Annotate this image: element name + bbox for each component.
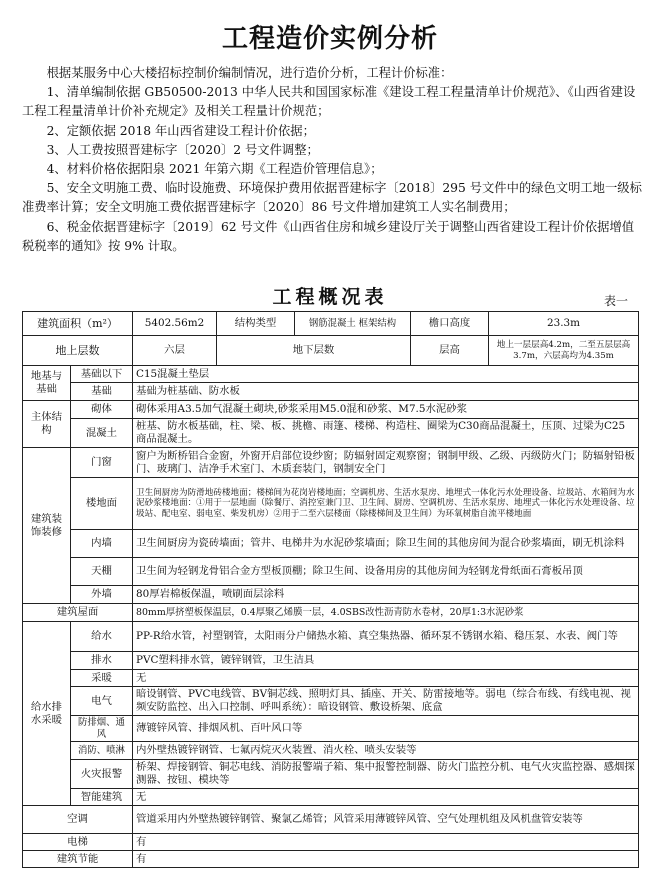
intro-line: 5、安全文明施工费、临时设施费、环境保护费用依据晋建标字〔2018〕295 号文件中的绿色文明工地一级标准费率计算；安全文明施工费依据晋建标字〔2020〕86 号文件增加建筑工人实名制费用； (22, 181, 642, 215)
table-row (23, 760, 639, 789)
row-value: 80厚岩棉板保温，喷刷面层涂料 (133, 586, 639, 604)
row-label: 建筑屋面 (23, 604, 133, 622)
floors-above-label: 地上层数 (23, 336, 133, 366)
row-label: 采暖 (71, 670, 133, 687)
table-row (23, 586, 639, 604)
row-label: 内墙 (71, 530, 133, 558)
row-value: 80mm厚挤塑板保温层，0.4厚聚乙烯膜一层，4.0SBS改性沥青防水卷材，20厚1:3水泥砂浆 (133, 604, 639, 622)
table-row (23, 558, 639, 586)
row-value: 砌体采用A3.5加气混凝土砌块,砂浆采用M5.0混和砂浆、M7.5水泥砂浆 (133, 401, 639, 419)
table-row (23, 448, 639, 478)
row-value: 有 (133, 834, 639, 851)
table-row (23, 604, 639, 622)
row-value: 桩基、防水板基础，柱、梁、板、挑檐、雨篷、楼梯、构造柱、圈梁为C30商品混凝土，压顶、过梁为C25商品混凝土。 (133, 419, 639, 448)
row-label: 消防、喷淋 (71, 742, 133, 760)
table-title: 工程概况表 (272, 286, 388, 308)
row-value: 窗户为断桥铝合金窗，外窗开启部位设纱窗；防辐射固定观察窗；钢制甲级、乙级、丙级防火门；防辐射铅板门、玻璃门、洁净手术室门、木质套装门，钢制安全门 (133, 448, 639, 478)
table-row (23, 530, 639, 558)
page-title: 工程造价实例分析 (221, 24, 438, 54)
row-value: 基础为桩基础、防水板 (133, 383, 639, 401)
row-value: PP-R给水管，衬塑钢管，太阳雨分户储热水箱、真空集热器、循环泵不锈钢水箱、稳压泵、水表、阀门等 (133, 622, 639, 652)
plumbing-group: 给水排水采暖 (23, 622, 71, 806)
row-value: 卫生间为轻钢龙骨铝合金方型板顶棚；除卫生间、设备用房的其他房间为轻钢龙骨纸面石膏板吊顶 (133, 558, 639, 586)
table-row (23, 622, 639, 652)
row-label: 门窗 (71, 448, 133, 478)
intro-line: 2、定额依据 2018 年山西省建设工程计价依据； (46, 123, 315, 138)
row-value: 管道采用内外壁热镀锌钢管、聚氯乙烯管；风管采用薄镀锌风管、空气处理机组及风机盘管安装等 (133, 806, 639, 834)
story-height-value: 地上一层层高4.2m，二至五层层高3.7m，六层高均为4.35m (489, 336, 639, 366)
row-label: 火灾报警 (71, 760, 133, 789)
row-value: PVC塑料排水管，镀锌钢管，卫生洁具 (133, 652, 639, 670)
table-row (23, 419, 639, 448)
story-height-label: 层高 (411, 336, 489, 366)
row-value: 无 (133, 670, 639, 687)
row-value: 卫生间厨房为瓷砖墙面；管井、电梯井为水泥砂浆墙面；除卫生间的其他房间为混合砂浆墙面，刷无机涂料 (133, 530, 639, 558)
main-structure-group: 主体结构 (23, 401, 71, 448)
table-row (23, 383, 639, 401)
overview-table (22, 311, 639, 868)
table-row (23, 366, 639, 383)
row-value: 暗设钢管、PVC电线管、BV铜芯线、照明灯具、插座、开关、防雷接地等。弱电（综合布线、有线电视、视频安防监控、出入口控制、呼叫系统）：暗设钢管、敷设桥架、底盒 (133, 687, 639, 716)
row-label: 外墙 (71, 586, 133, 604)
intro-line: 根据某服务中心大楼招标控制价编制情况，进行造价分析，工程计价标准： (46, 66, 453, 80)
structure-value: 钢筋混凝土 框架结构 (295, 312, 411, 336)
table-row (23, 742, 639, 760)
table-row (23, 312, 639, 336)
row-value: 桥架、焊接钢管、铜芯电线、消防报警端子箱、集中报警控制器、防火门监控分机、电气火灾监控器、感烟探测器、按钮、模块等 (133, 760, 639, 789)
row-label: 建筑节能 (23, 851, 133, 868)
row-label: 混凝土 (71, 419, 133, 448)
eave-value: 23.3m (489, 312, 639, 336)
row-value: C15混凝土垫层 (133, 366, 639, 383)
intro-text (22, 64, 642, 256)
area-label: 建筑面积（m²） (23, 312, 133, 336)
table-row (23, 716, 639, 742)
intro-line: 3、人工费按照晋建标字〔2020〕2 号文件调整； (46, 142, 319, 157)
table-row (23, 789, 639, 806)
row-label: 排水 (71, 652, 133, 670)
area-value: 5402.56m2 (133, 312, 217, 336)
table-row (23, 478, 639, 530)
table-row (23, 652, 639, 670)
table-row (23, 670, 639, 687)
row-label: 给水 (71, 622, 133, 652)
floors-above-value: 六层 (133, 336, 217, 366)
row-label: 空调 (23, 806, 133, 834)
row-label: 防排烟、通风 (71, 716, 133, 742)
table-row (23, 336, 639, 366)
eave-label: 檐口高度 (411, 312, 489, 336)
row-value: 薄镀锌风管、排烟风机、百叶风口等 (133, 716, 639, 742)
table-row (23, 687, 639, 716)
row-label: 砌体 (71, 401, 133, 419)
intro-line: 6、税金依据晋建标字〔2019〕62 号文件《山西省住房和城乡建设厅关于调整山西省建设工程计价依据增值税税率的通知》按 9% 计取。 (22, 219, 635, 253)
row-value: 有 (133, 851, 639, 868)
decoration-group: 建筑装饰装修 (23, 448, 71, 604)
floors-below-label: 地下层数 (217, 336, 411, 366)
row-value: 无 (133, 789, 639, 806)
structure-label: 结构类型 (217, 312, 295, 336)
row-label: 天棚 (71, 558, 133, 586)
row-label: 基础以下 (71, 366, 133, 383)
row-label: 基础 (71, 383, 133, 401)
row-value: 内外壁热镀锌钢管、七氟丙烷灭火装置、消火栓、喷头安装等 (133, 742, 639, 760)
intro-line: 1、清单编制依据 GB50500-2013 中华人民共和国国家标准《建设工程工程量清单计价规范》、《山西省建设工程工程量清单计价补充规定》及相关工程量计价规范； (22, 85, 636, 119)
intro-line: 4、材料价格依据阳泉 2021 年第六期《工程造价管理信息》； (46, 162, 383, 177)
table-row (23, 851, 639, 868)
table-row (23, 806, 639, 834)
row-label: 楼地面 (71, 478, 133, 530)
row-label: 智能建筑 (71, 789, 133, 806)
table-tag: 表一 (603, 294, 628, 308)
table-row (23, 834, 639, 851)
row-label: 电梯 (23, 834, 133, 851)
foundation-group: 地基与基础 (23, 366, 71, 401)
row-label: 电气 (71, 687, 133, 716)
table-row (23, 401, 639, 419)
row-value: 卫生间厨房为防滑地砖楼地面；楼梯间为花岗岩楼地面；空调机房、生活水泵房、地埋式一体化污水处理设备、垃圾站、水箱间为水泥砂浆楼地面：①用于一层地面（除餐厅、消控室兼门卫、卫生间、厨房、空调机房、生活水泵房、地埋式一体化污水处理设备、垃圾站、配电室、弱电室、柴发机房）②用于二至六层楼面（除楼梯间及卫生间）为环氧树脂自流平楼地面 (133, 478, 639, 530)
